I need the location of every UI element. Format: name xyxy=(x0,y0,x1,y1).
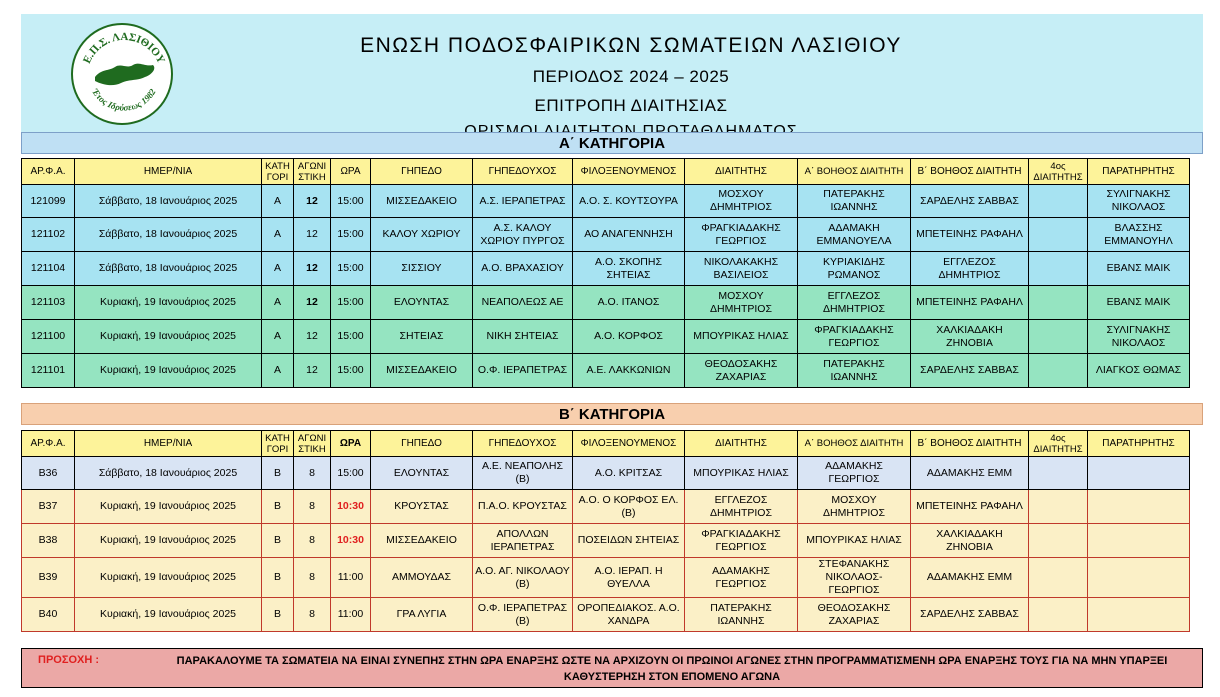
table-cell: 121100 xyxy=(22,320,75,354)
table-cell xyxy=(1029,185,1088,218)
table-cell: Α.Ο. ΚΡΙΤΣΑΣ xyxy=(573,457,685,490)
table-row xyxy=(22,320,1190,354)
table-cell: ΣΤΕΦΑΝΑΚΗΣ ΝΙΚΟΛΑΟΣ-ΓΕΩΡΓΙΟΣ xyxy=(798,558,911,598)
table-cell: ΜΙΣΣΕΔΑΚΕΙΟ xyxy=(371,185,473,218)
table-cell: ΜΙΣΣΕΔΑΚΕΙΟ xyxy=(371,354,473,388)
table-cell: 15:00 xyxy=(331,354,371,388)
table-cell: Κυριακή, 19 Ιανουάριος 2025 xyxy=(75,558,262,598)
table-cell: Β38 xyxy=(22,524,75,558)
table-row xyxy=(22,457,1190,490)
column-header: ΚΑΤΗ ΓΟΡΙ xyxy=(262,159,294,185)
table-row xyxy=(22,558,1190,598)
table-cell xyxy=(1029,524,1088,558)
table-cell: ΦΡΑΓΚΙΑΔΑΚΗΣ ΓΕΩΡΓΙΟΣ xyxy=(798,320,911,354)
column-header: ΠΑΡΑΤΗΡΗΤΗΣ xyxy=(1088,159,1190,185)
table-cell xyxy=(1029,558,1088,598)
column-header: 4ος ΔΙΑΙΤΗΤΗΣ xyxy=(1029,159,1088,185)
table-cell: Α.Ο. Σ. ΚΟΥΤΣΟΥΡΑ xyxy=(573,185,685,218)
table-cell: ΑΔΑΜΑΚΗΣ ΓΕΩΡΓΙΟΣ xyxy=(685,558,798,598)
table-cell: Α xyxy=(262,354,294,388)
table-cell: Σάββατο, 18 Ιανουάριος 2025 xyxy=(75,457,262,490)
table-cell: ΛΙΑΓΚΟΣ ΘΩΜΑΣ xyxy=(1088,354,1190,388)
table-cell: Β xyxy=(262,524,294,558)
table-cell: ΕΒΑΝΣ ΜΑΙΚ xyxy=(1088,252,1190,286)
table-cell: Α xyxy=(262,252,294,286)
table-cell: Α.Ο. ΙΕΡΑΠ. Η ΘΥΕΛΛΑ xyxy=(573,558,685,598)
table-cell: Κυριακή, 19 Ιανουάριος 2025 xyxy=(75,320,262,354)
table-cell: 8 xyxy=(294,598,331,632)
column-header: ΔΙΑΙΤΗΤΗΣ xyxy=(685,431,798,457)
column-header: Β΄ ΒΟΗΘΟΣ ΔΙΑΙΤΗΤΗ xyxy=(911,159,1029,185)
table-cell: Α.Ο. ΑΓ. ΝΙΚΟΛΑΟΥ (Β) xyxy=(473,558,573,598)
table-cell: Ο.Φ. ΙΕΡΑΠΕΤΡΑΣ xyxy=(473,354,573,388)
table-cell: Β xyxy=(262,457,294,490)
table-cell: ΘΕΟΔΟΣΑΚΗΣ ΖΑΧΑΡΙΑΣ xyxy=(798,598,911,632)
table-header-row xyxy=(22,159,1190,185)
table-cell xyxy=(1029,320,1088,354)
table-cell: ΣΑΡΔΕΛΗΣ ΣΑΒΒΑΣ xyxy=(911,354,1029,388)
notice-text: ΠΑΡΑΚΑΛΟΥΜΕ ΤΑ ΣΩΜΑΤΕΙΑ ΝΑ ΕΙΝΑΙ ΣΥΝΕΠΗΣ ΣΤΗΝ ΩΡΑ ΕΝΑΡΞΗΣ ΩΣΤΕ ΝΑ ΑΡΧΙΖΟΥΝ ΟΙ ΠΡΩΙΝΟΙ ΑΓΩΝΕΣ ΣΤΗΝ ΠΡΟΓΡΑΜΜΑΤΙΣΜΕΝΗ ΩΡΑ ΕΝΑΡΞΗΣ ΤΟΥΣ ΓΙΑ ΝΑ ΜΗΝ ΥΠΑΡΞΕΙ ΚΑΘΥΣΤΕΡΗΣΗ ΣΤΟΝ ΕΠΟΜΕΝΟ ΑΓΩΝΑ xyxy=(176,655,1168,683)
table-cell xyxy=(1029,598,1088,632)
table-cell: Α.Ε. ΛΑΚΚΩΝΙΩΝ xyxy=(573,354,685,388)
column-header: ΚΑΤΗ ΓΟΡΙ xyxy=(262,431,294,457)
column-header: ΗΜΕΡ/ΝΙΑ xyxy=(75,431,262,457)
table-cell: Α.Ο. ΒΡΑΧΑΣΙΟΥ xyxy=(473,252,573,286)
table-cell: ΜΠΟΥΡΙΚΑΣ ΗΛΙΑΣ xyxy=(798,524,911,558)
table-cell: 12 xyxy=(294,286,331,320)
table-cell: 8 xyxy=(294,558,331,598)
category-a-heading: Α΄ ΚΑΤΗΓΟΡΙΑ xyxy=(21,132,1203,154)
table-cell: Α.Σ. ΚΑΛΟΥ ΧΩΡΙΟΥ ΠΥΡΓΟΣ xyxy=(473,218,573,252)
column-header: ΦΙΛΟΞΕΝΟΥΜΕΝΟΣ xyxy=(573,431,685,457)
committee-label: ΕΠΙΤΡΟΠΗ ΔΙΑΙΤΗΣΙΑΣ xyxy=(534,96,728,115)
table-cell: Κυριακή, 19 Ιανουάριος 2025 xyxy=(75,286,262,320)
table-cell: 15:00 xyxy=(331,218,371,252)
table-cell: ΑΠΟΛΛΩΝ ΙΕΡΑΠΕΤΡΑΣ xyxy=(473,524,573,558)
header-banner xyxy=(21,14,1203,132)
column-header: ΦΙΛΟΞΕΝΟΥΜΕΝΟΣ xyxy=(573,159,685,185)
column-header: ΑΓΩΝΙ ΣΤΙΚΗ xyxy=(294,159,331,185)
table-cell: 12 xyxy=(294,218,331,252)
table-row xyxy=(22,354,1190,388)
column-header: ΗΜΕΡ/ΝΙΑ xyxy=(75,159,262,185)
column-header: 4ος ΔΙΑΙΤΗΤΗΣ xyxy=(1029,431,1088,457)
table-cell: 10:30 xyxy=(331,490,371,524)
table-cell: Ο.Φ. ΙΕΡΑΠΕΤΡΑΣ (Β) xyxy=(473,598,573,632)
logo-text-bottom: Έτος Ιδρύσεως 1982 xyxy=(90,86,158,113)
column-header: ΓΗΠΕΔΟ xyxy=(371,431,473,457)
table-row xyxy=(22,524,1190,558)
period-label: ΠΕΡΙΟΔΟΣ 2024 – 2025 xyxy=(532,67,730,86)
table-cell: 15:00 xyxy=(331,252,371,286)
table-cell: Κυριακή, 19 Ιανουάριος 2025 xyxy=(75,490,262,524)
table-cell: ΣΑΡΔΕΛΗΣ ΣΑΒΒΑΣ xyxy=(911,185,1029,218)
table-cell: ΑΜΜΟΥΔΑΣ xyxy=(371,558,473,598)
column-header: ΑΡ.Φ.Α. xyxy=(22,431,75,457)
table-row xyxy=(22,185,1190,218)
table-cell: ΧΑΛΚΙΑΔΑΚΗ ΖΗΝΟΒΙΑ xyxy=(911,320,1029,354)
table-cell: ΚΥΡΙΑΚΙΔΗΣ ΡΩΜΑΝΟΣ xyxy=(798,252,911,286)
table-cell: 10:30 xyxy=(331,524,371,558)
table-cell: ΜΠΕΤΕΙΝΗΣ ΡΑΦΑΗΛ xyxy=(911,286,1029,320)
notice-label: ΠΡΟΣΟΧΗ : xyxy=(38,654,99,666)
table-cell: ΝΕΑΠΟΛΕΩΣ ΑΕ xyxy=(473,286,573,320)
category-b-table xyxy=(21,430,1190,632)
column-header: ΓΗΠΕΔΟ xyxy=(371,159,473,185)
table-cell xyxy=(1029,218,1088,252)
table-cell: 15:00 xyxy=(331,457,371,490)
table-cell: 15:00 xyxy=(331,286,371,320)
table-cell: ΕΓΓΛΕΖΟΣ ΔΗΜΗΤΡΙΟΣ xyxy=(798,286,911,320)
notice-banner xyxy=(21,648,1203,688)
table-cell: Α xyxy=(262,185,294,218)
table-cell: 12 xyxy=(294,185,331,218)
table-cell: ΦΡΑΓΚΙΑΔΑΚΗΣ ΓΕΩΡΓΙΟΣ xyxy=(685,218,798,252)
column-header: ΑΓΩΝΙ ΣΤΙΚΗ xyxy=(294,431,331,457)
table-cell: ΣΙΣΣΙΟΥ xyxy=(371,252,473,286)
table-cell: ΜΠΕΤΕΙΝΗΣ ΡΑΦΑΗΛ xyxy=(911,218,1029,252)
table-cell: ΕΛΟΥΝΤΑΣ xyxy=(371,457,473,490)
table-cell: Κυριακή, 19 Ιανουάριος 2025 xyxy=(75,354,262,388)
table-cell: ΘΕΟΔΟΣΑΚΗΣ ΖΑΧΑΡΙΑΣ xyxy=(685,354,798,388)
table-cell: Α.Ε. ΝΕΑΠΟΛΗΣ (Β) xyxy=(473,457,573,490)
column-header: ΠΑΡΑΤΗΡΗΤΗΣ xyxy=(1088,431,1190,457)
table-cell xyxy=(1088,524,1190,558)
table-cell xyxy=(1029,354,1088,388)
table-cell: ΣΥΛΙΓΝΑΚΗΣ ΝΙΚΟΛΑΟΣ xyxy=(1088,320,1190,354)
table-cell: ΕΛΟΥΝΤΑΣ xyxy=(371,286,473,320)
table-cell: Β39 xyxy=(22,558,75,598)
table-cell: Α xyxy=(262,218,294,252)
table-cell xyxy=(1088,598,1190,632)
table-cell xyxy=(1029,252,1088,286)
table-cell: 12 xyxy=(294,354,331,388)
category-a-table xyxy=(21,158,1190,388)
page-title: ΕΝΩΣΗ ΠΟΔΟΣΦΑΙΡΙΚΩΝ ΣΩΜΑΤΕΙΩΝ ΛΑΣΙΘΙΟΥ xyxy=(360,34,902,57)
table-cell xyxy=(1029,490,1088,524)
column-header: ΩΡΑ xyxy=(331,159,371,185)
table-cell: 8 xyxy=(294,457,331,490)
table-cell: ΜΠΟΥΡΙΚΑΣ ΗΛΙΑΣ xyxy=(685,457,798,490)
table-cell: ΟΡΟΠΕΔΙΑΚΟΣ. Α.Ο. ΧΑΝΔΡΑ xyxy=(573,598,685,632)
table-cell: ΑΔΑΜΑΚΗΣ ΕΜΜ xyxy=(911,558,1029,598)
table-cell: ΝΙΚΟΛΑΚΑΚΗΣ ΒΑΣΙΛΕΙΟΣ xyxy=(685,252,798,286)
table-row xyxy=(22,218,1190,252)
table-cell: ΕΒΑΝΣ ΜΑΙΚ xyxy=(1088,286,1190,320)
table-cell: Α xyxy=(262,320,294,354)
table-cell: Κυριακή, 19 Ιανουάριος 2025 xyxy=(75,598,262,632)
table-cell: 11:00 xyxy=(331,558,371,598)
table-cell: Α.Ο. Ο ΚΟΡΦΟΣ ΕΛ. (Β) xyxy=(573,490,685,524)
table-cell: Β xyxy=(262,558,294,598)
table-row xyxy=(22,490,1190,524)
table-cell: ΑΔΑΜΑΚΗΣ ΓΕΩΡΓΙΟΣ xyxy=(798,457,911,490)
table-header-row xyxy=(22,431,1190,457)
table-cell: Α.Ο. ΚΟΡΦΟΣ xyxy=(573,320,685,354)
table-cell: ΣΥΛΙΓΝΑΚΗΣ ΝΙΚΟΛΑΟΣ xyxy=(1088,185,1190,218)
table-row xyxy=(22,598,1190,632)
table-cell xyxy=(1088,490,1190,524)
table-cell: ΦΡΑΓΚΙΑΔΑΚΗΣ ΓΕΩΡΓΙΟΣ xyxy=(685,524,798,558)
table-cell: Α.Σ. ΙΕΡΑΠΕΤΡΑΣ xyxy=(473,185,573,218)
table-cell: ΣΑΡΔΕΛΗΣ ΣΑΒΒΑΣ xyxy=(911,598,1029,632)
table-cell: ΧΑΛΚΙΑΔΑΚΗ ΖΗΝΟΒΙΑ xyxy=(911,524,1029,558)
table-cell: Β36 xyxy=(22,457,75,490)
table-cell: 8 xyxy=(294,524,331,558)
table-cell: ΜΟΣΧΟΥ ΔΗΜΗΤΡΙΟΣ xyxy=(798,490,911,524)
table-cell xyxy=(1029,286,1088,320)
table-cell: ΜΠΟΥΡΙΚΑΣ ΗΛΙΑΣ xyxy=(685,320,798,354)
table-cell: Β xyxy=(262,490,294,524)
table-cell: ΒΛΑΣΣΗΣ ΕΜΜΑΝΟΥΗΛ xyxy=(1088,218,1190,252)
table-cell: ΠΑΤΕΡΑΚΗΣ ΙΩΑΝΝΗΣ xyxy=(685,598,798,632)
table-row xyxy=(22,286,1190,320)
table-cell: ΝΙΚΗ ΣΗΤΕΙΑΣ xyxy=(473,320,573,354)
table-cell: Β40 xyxy=(22,598,75,632)
table-cell: 121104 xyxy=(22,252,75,286)
column-header: ΔΙΑΙΤΗΤΗΣ xyxy=(685,159,798,185)
table-cell: Β37 xyxy=(22,490,75,524)
table-cell: 121103 xyxy=(22,286,75,320)
table-cell: Α.Ο. ΙΤΑΝΟΣ xyxy=(573,286,685,320)
table-cell: 121101 xyxy=(22,354,75,388)
table-cell: ΠΟΣΕΙΔΩΝ ΣΗΤΕΙΑΣ xyxy=(573,524,685,558)
category-b-heading: Β΄ ΚΑΤΗΓΟΡΙΑ xyxy=(21,403,1203,425)
table-cell: Α xyxy=(262,286,294,320)
table-cell: Σάββατο, 18 Ιανουάριος 2025 xyxy=(75,218,262,252)
column-header: Α΄ ΒΟΗΘΟΣ ΔΙΑΙΤΗΤΗ xyxy=(798,159,911,185)
table-cell: ΓΡΑ ΛΥΓΙΑ xyxy=(371,598,473,632)
table-cell: Β xyxy=(262,598,294,632)
table-cell: Κυριακή, 19 Ιανουάριος 2025 xyxy=(75,524,262,558)
table-cell: Σάββατο, 18 Ιανουάριος 2025 xyxy=(75,185,262,218)
table-cell: Σάββατο, 18 Ιανουάριος 2025 xyxy=(75,252,262,286)
table-cell xyxy=(1088,558,1190,598)
column-header: ΓΗΠΕΔΟΥΧΟΣ xyxy=(473,159,573,185)
table-cell: ΜΠΕΤΕΙΝΗΣ ΡΑΦΑΗΛ xyxy=(911,490,1029,524)
column-header: Α΄ ΒΟΗΘΟΣ ΔΙΑΙΤΗΤΗ xyxy=(798,431,911,457)
table-cell xyxy=(1029,457,1088,490)
table-cell xyxy=(1088,457,1190,490)
table-cell: ΑΟ ΑΝΑΓΕΝΝΗΣΗ xyxy=(573,218,685,252)
table-cell: ΜΟΣΧΟΥ ΔΗΜΗΤΡΙΟΣ xyxy=(685,286,798,320)
column-header: Β΄ ΒΟΗΘΟΣ ΔΙΑΙΤΗΤΗ xyxy=(911,431,1029,457)
table-cell: ΣΗΤΕΙΑΣ xyxy=(371,320,473,354)
column-header: ΓΗΠΕΔΟΥΧΟΣ xyxy=(473,431,573,457)
table-cell: ΚΑΛΟΥ ΧΩΡΙΟΥ xyxy=(371,218,473,252)
logo-text-top: Ε.Π.Σ. ΛΑΣΙΘΙΟΥ xyxy=(81,30,167,66)
table-cell: Α.Ο. ΣΚΟΠΗΣ ΣΗΤΕΙΑΣ xyxy=(573,252,685,286)
table-cell: 8 xyxy=(294,490,331,524)
table-cell: ΑΔΑΜΑΚΗΣ ΕΜΜ xyxy=(911,457,1029,490)
column-header: ΑΡ.Φ.Α. xyxy=(22,159,75,185)
table-cell: 15:00 xyxy=(331,185,371,218)
table-cell: 121099 xyxy=(22,185,75,218)
table-cell: 121102 xyxy=(22,218,75,252)
table-cell: ΠΑΤΕΡΑΚΗΣ ΙΩΑΝΝΗΣ xyxy=(798,354,911,388)
table-cell: ΑΔΑΜΑΚΗ ΕΜΜΑΝΟΥΕΛΑ xyxy=(798,218,911,252)
column-header: ΩΡΑ xyxy=(331,431,371,457)
table-cell: Π.Α.Ο. ΚΡΟΥΣΤΑΣ xyxy=(473,490,573,524)
table-cell: 11:00 xyxy=(331,598,371,632)
table-row xyxy=(22,252,1190,286)
table-cell: 12 xyxy=(294,320,331,354)
table-cell: ΕΓΓΛΕΖΟΣ ΔΗΜΗΤΡΙΟΣ xyxy=(911,252,1029,286)
table-cell: ΜΟΣΧΟΥ ΔΗΜΗΤΡΙΟΣ xyxy=(685,185,798,218)
table-cell: ΚΡΟΥΣΤΑΣ xyxy=(371,490,473,524)
table-cell: ΠΑΤΕΡΑΚΗΣ ΙΩΑΝΝΗΣ xyxy=(798,185,911,218)
table-cell: 12 xyxy=(294,252,331,286)
table-cell: 15:00 xyxy=(331,320,371,354)
table-cell: ΕΓΓΛΕΖΟΣ ΔΗΜΗΤΡΙΟΣ xyxy=(685,490,798,524)
table-cell: ΜΙΣΣΕΔΑΚΕΙΟ xyxy=(371,524,473,558)
